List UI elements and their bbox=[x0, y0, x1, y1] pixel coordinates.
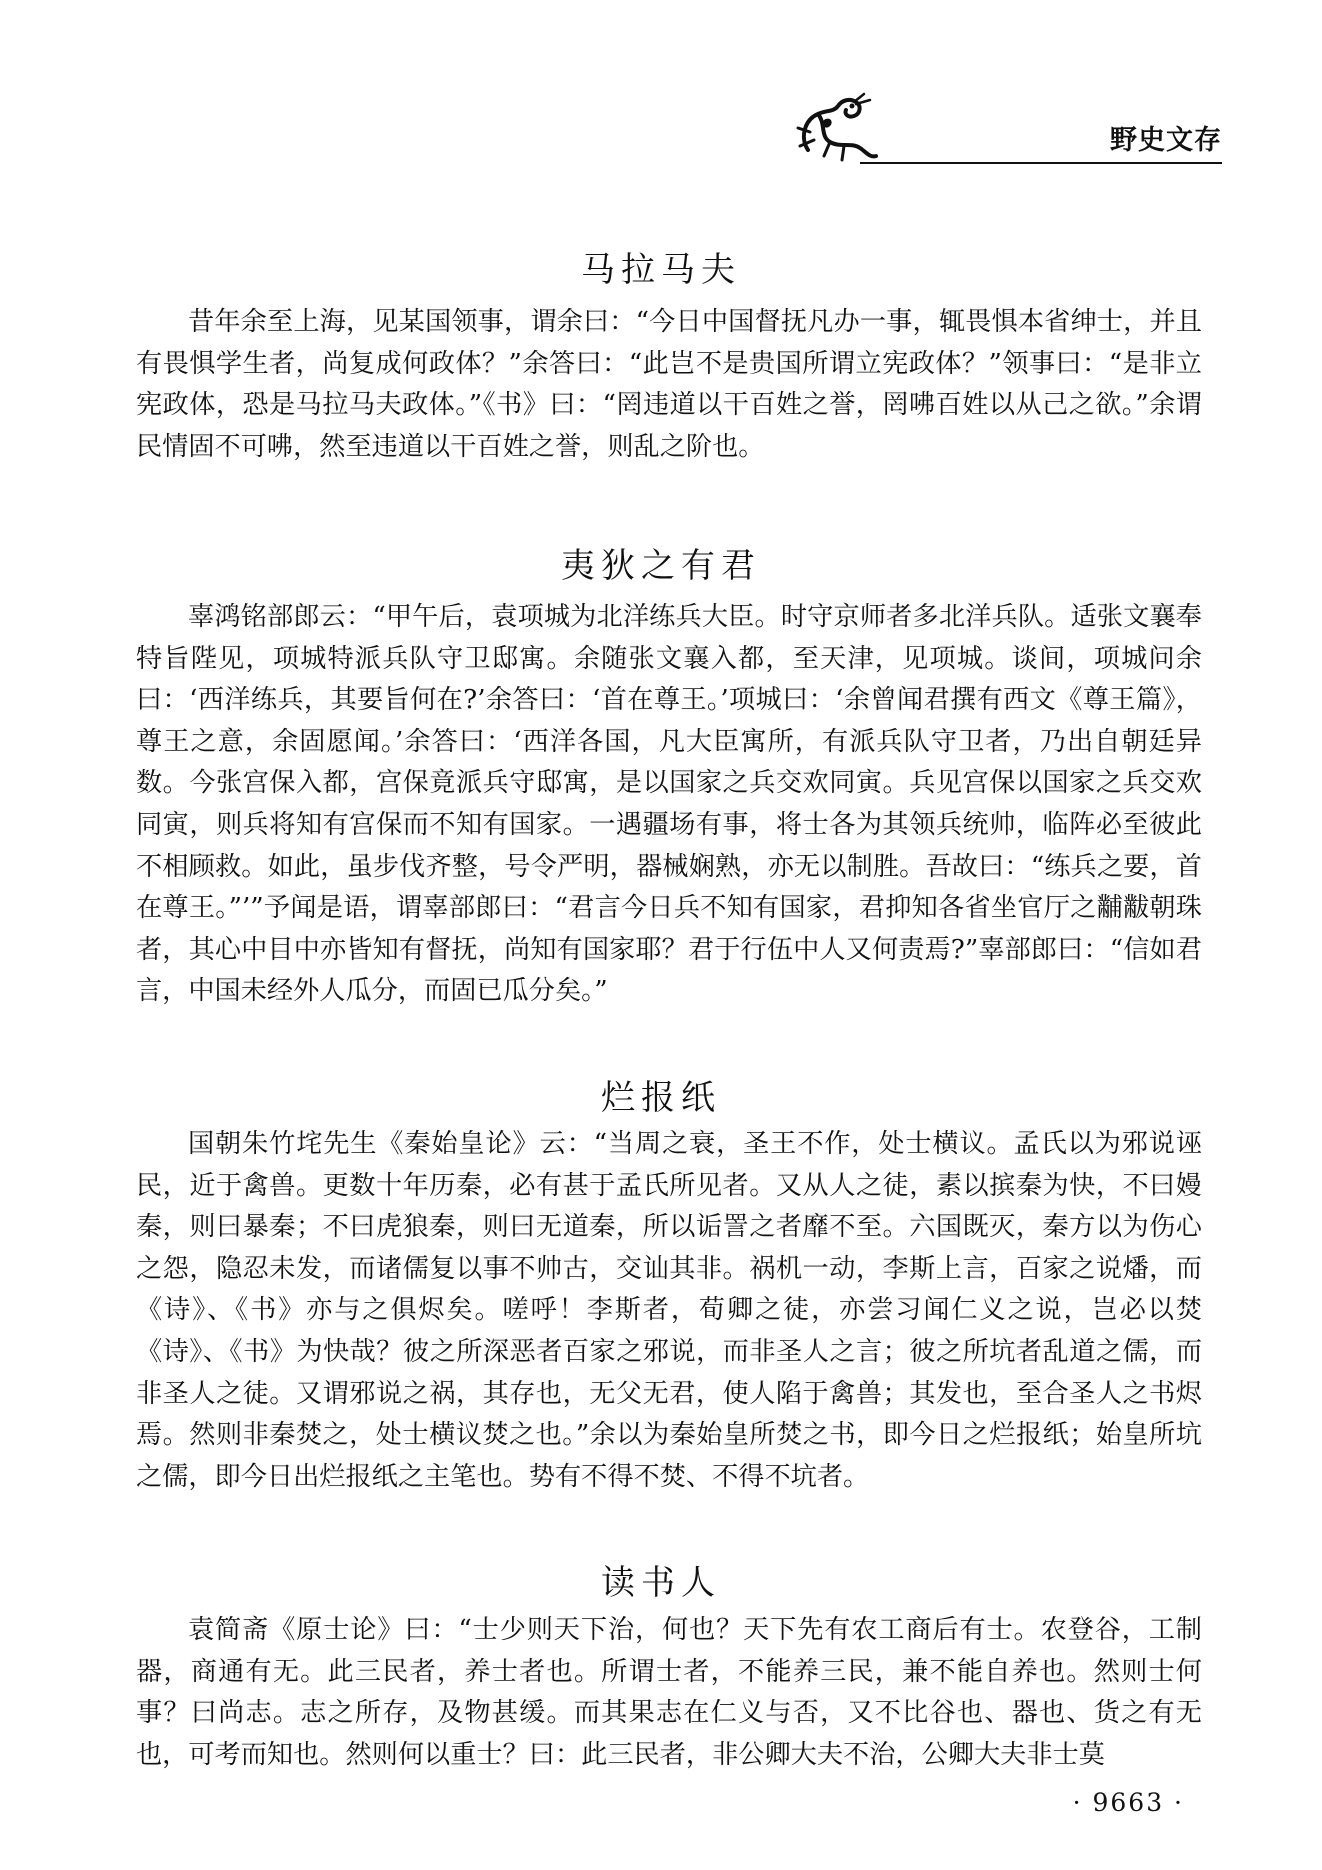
section-paragraph-1: 昔年余至上海，见某国领事，谓余曰：“今日中国督抚凡办一事，辄畏惧本省绅士，并且有畏惧学生者，尚复成何政体？”余答曰：“此岂不是贵国所谓立宪政体？”领事曰：“是非立宪政体，恐是马拉马夫政体。”《书》曰：“罔违道以干百姓之誉，罔咈百姓以从己之欲。”余谓民情固不可咈，然至违道以干百姓之誉，则乱之阶也。 bbox=[136, 307, 1202, 462]
section-paragraph-4: 袁简斋《原士论》曰：“士少则天下治，何也？天下先有农工商后有士。农登谷，工制器，商通有无。此三民者，养士者也。所谓士者，不能养三民，兼不能自养也。然则士何事？曰尚志。志之所存，及物甚缓。而其果志在仁义与否，又不比谷也、器也、货之有无也，可考而知也。然则何以重士？曰：此三民者，非公卿大夫不治，公卿大夫非士莫 bbox=[136, 1615, 1202, 1770]
section-title-2: 夷狄之有君 bbox=[561, 546, 761, 587]
page-number: · 9663 · bbox=[1072, 1788, 1184, 1817]
header-rule bbox=[860, 162, 1222, 164]
section-paragraph-2: 辜鸿铭部郎云：“甲午后，袁项城为北洋练兵大臣。时守京师者多北洋兵队。适张文襄奉特旨陛见，项城特派兵队守卫邸寓。余随张文襄入都，至天津，见项城。谈间，项城问余曰：‘西洋练兵，其要旨何在?’余答曰：‘首在尊王。’项城曰：‘余曾闻君撰有西文《尊王篇》，尊王之意，余固愿闻。’余答曰：‘西洋各国，凡大臣寓所，有派兵队守卫者，乃出自朝廷异数。今张宫保入都，宫保竟派兵守邸寓，是以国家之兵交欢同寅。兵见宫保以国家之兵交欢同寅，则兵将知有宫保而不知有国家。一遇疆场有事，将士各为其领兵统帅，临阵必至彼此不相顾救。如此，虽步伐齐整，号令严明，器械娴熟，亦无以制胜。吾故曰：“练兵之要，首在尊王。”’”予闻是语，谓辜部郎曰：“君言今日兵不知有国家，君抑知各省坐官厅之黼黻朝珠者，其心中目中亦皆知有督抚，尚知有国家耶？君于行伍中人又何责焉?”辜部郎曰：“信如君言，中国未经外人瓜分，而固已瓜分矣。” bbox=[136, 602, 1202, 1007]
running-header bbox=[790, 90, 1222, 170]
section-title-1: 马拉马夫 bbox=[581, 250, 741, 291]
section-paragraph-3: 国朝朱竹垞先生《秦始皇论》云：“当周之衰，圣王不作，处士横议。孟氏以为邪说诬民，近于禽兽。更数十年历秦，必有甚于孟氏所见者。又从人之徒，素以摈秦为快，不曰嫚秦，则曰暴秦；不曰虎狼秦，则曰无道秦，所以诟詈之者靡不至。六国既灭，秦方以为伤心之怨，隐忍未发，而诸儒复以事不帅古，交讪其非。祸机一动，李斯上言，百家之说燔，而《诗》、《书》亦与之俱烬矣。嗟呼！李斯者，荀卿之徒，亦尝习闻仁义之说，岂必以焚《诗》、《书》为快哉？彼之所深恶者百家之邪说，而非圣人之言；彼之所坑者乱道之儒，而非圣人之徒。又谓邪说之祸，其存也，无父无君，使人陷于禽兽；其发也，至合圣人之书烬焉。然则非秦焚之，处士横议焚之也。”余以为秦始皇所焚之书，即今日之烂报纸；始皇所坑之儒，即今日出烂报纸之主笔也。势有不得不焚、不得不坑者。 bbox=[136, 1129, 1202, 1492]
section-title-4: 读书人 bbox=[601, 1563, 721, 1604]
series-title: 野史文存 bbox=[1110, 125, 1222, 156]
section-title-3: 烂报纸 bbox=[601, 1078, 721, 1119]
dragon-emblem-icon bbox=[790, 90, 880, 170]
